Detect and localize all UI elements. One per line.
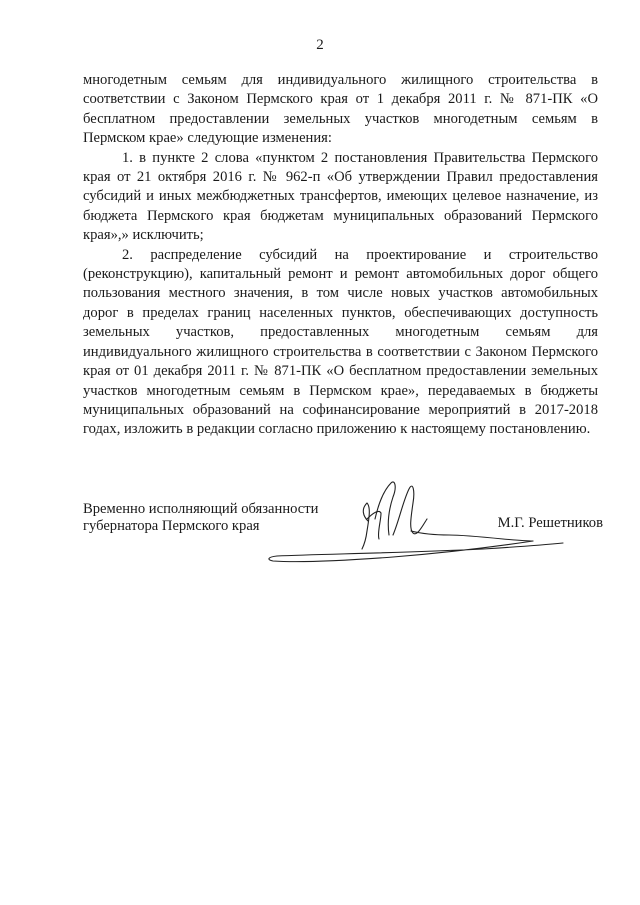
document-body xyxy=(83,71,598,440)
position-line-1: Временно исполняющий обязанности xyxy=(83,501,319,517)
signature-block xyxy=(83,501,603,591)
signatory-name: М.Г. Решетников xyxy=(497,515,603,531)
position-line-2: губернатора Пермского края xyxy=(83,518,260,534)
paragraph-item-1: 1. в пункте 2 слова «пунктом 2 постановления Правительства Пермского края от 21 октября 2016 г. № 962-п «Об утверждении Правил предоставления субсидий и иных межбюджетных трансфертов, имеющих целевое назначение, из бюджета Пермского края бюджетам муниципальных образований Пермского края»,» исключить; xyxy=(83,149,598,244)
paragraph-item-2: 2. распределение субсидий на проектирование и строительство (реконструкцию), капитальный ремонт и ремонт автомобильных дорог общего пользования местного значения, в том числе новых участков автомобильных дорог в пределах границ населенных пунктов, обеспечивающих доступность земельных участков, предоставленных многодетным семьям для индивидуального жилищного строительства в соответствии с Законом Пермского края от 01 декабря 2011 г. № 871-ПК «О бесплатном предоставлении земельных участков многодетным семьям в Пермском крае», передаваемых в бюджеты муниципальных образований на софинансирование мероприятий в 2017-2018 годах, изложить в редакции согласно приложению к настоящему постановлению. xyxy=(83,246,598,438)
paragraph-continuation: многодетным семьям для индивидуального жилищного строительства в соответствии с Законом Пермского края от 1 декабря 2011 г. № 871-ПК «О бесплатном предоставлении земельных участков многодетным семьям в Пермском крае» следующие изменения: xyxy=(83,72,598,147)
page-number: 2 xyxy=(316,37,324,53)
